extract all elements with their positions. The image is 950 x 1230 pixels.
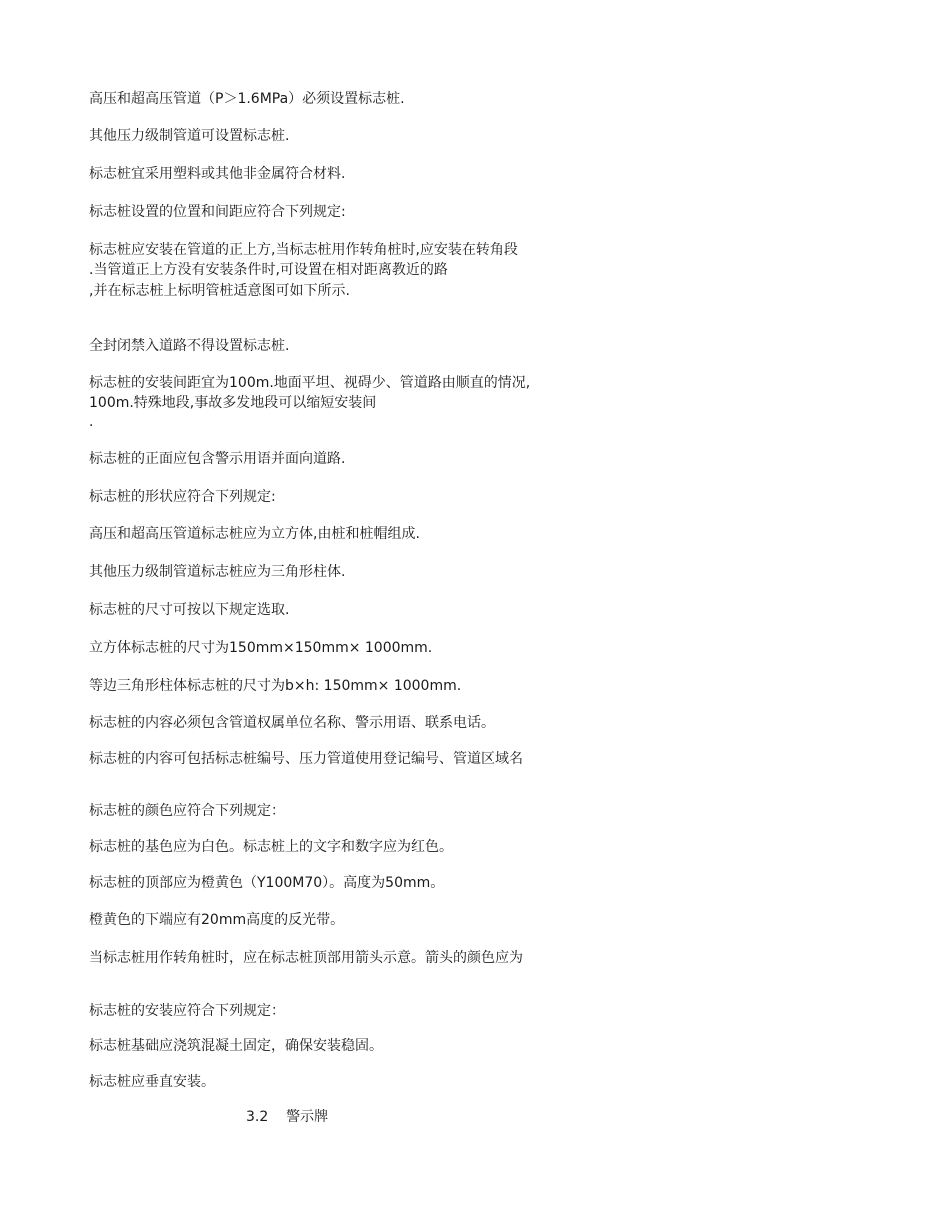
paragraph-line: 标志桩的尺寸可按以下规定选取. <box>89 602 290 618</box>
paragraph-line: 标志桩的内容可包括标志桩编号、压力管道使用登记编号、管道区域名 <box>89 751 523 767</box>
paragraph-line: 其他压力级制管道可设置标志桩. <box>89 128 290 144</box>
paragraph-line: 标志桩应安装在管道的正上方,当标志桩用作转角桩时,应安装在转角段 <box>89 242 518 258</box>
paragraph-line: 标志桩的颜色应符合下列规定： <box>89 803 285 819</box>
section-heading: 3.2 警示牌 <box>246 1109 329 1125</box>
paragraph-line: 标志桩的基色应为白色。标志桩上的文字和数字应为红色。 <box>89 839 453 855</box>
paragraph-line: ,并在标志桩上标明管桩适意图可如下所示. <box>89 283 350 299</box>
paragraph-line: 其他压力级制管道标志桩应为三角形柱体. <box>89 564 346 580</box>
paragraph-line: 橙黄色的下端应有20mm高度的反光带。 <box>89 912 345 928</box>
paragraph-line: 立方体标志桩的尺寸为150mm×150mm× 1000mm. <box>89 640 433 656</box>
paragraph-line: 标志桩的安装应符合下列规定： <box>89 1003 285 1019</box>
paragraph-line: .当管道正上方没有安装条件时,可设置在相对距离教近的路 <box>89 262 448 278</box>
paragraph-line: 标志桩宜采用塑料或其他非金属符合材料. <box>89 166 346 182</box>
paragraph-line: 等边三角形柱体标志桩的尺寸为b×h: 150mm× 1000mm. <box>89 678 462 694</box>
paragraph-line: 高压和超高压管道（P＞1.6MPa）必须设置标志桩. <box>89 91 405 107</box>
paragraph-line: 标志桩的安装间距宜为100m.地面平坦、视碍少、管道路由顺直的情况, <box>89 375 531 391</box>
paragraph-line: 100m.特殊地段,事故多发地段可以缩短安装间 <box>89 395 377 411</box>
paragraph-line: 标志桩的顶部应为橙黄色（Y100M70）。高度为50mm。 <box>89 875 445 891</box>
paragraph-line: 标志桩的正面应包含警示用语并面向道路. <box>89 451 346 467</box>
paragraph-line: 标志桩设置的位置和间距应符合下列规定: <box>89 204 346 220</box>
paragraph-line: 标志桩的形状应符合下列规定: <box>89 489 276 505</box>
paragraph-line: 标志桩的内容必须包含管道权属单位名称、警示用语、联系电话。 <box>89 715 495 731</box>
paragraph-line: 标志桩应垂直安装。 <box>89 1074 215 1090</box>
paragraph-line: 高压和超高压管道标志桩应为立方体,由桩和桩帽组成. <box>89 526 420 542</box>
paragraph-line: 当标志桩用作转角桩时，应在标志桩顶部用箭头示意。箭头的颜色应为 <box>89 950 523 966</box>
paragraph-line: 标志桩基础应浇筑混凝土固定，确保安装稳固。 <box>89 1038 383 1054</box>
paragraph-line: . <box>89 414 94 430</box>
paragraph-line: 全封闭禁入道路不得设置标志桩. <box>89 338 290 354</box>
